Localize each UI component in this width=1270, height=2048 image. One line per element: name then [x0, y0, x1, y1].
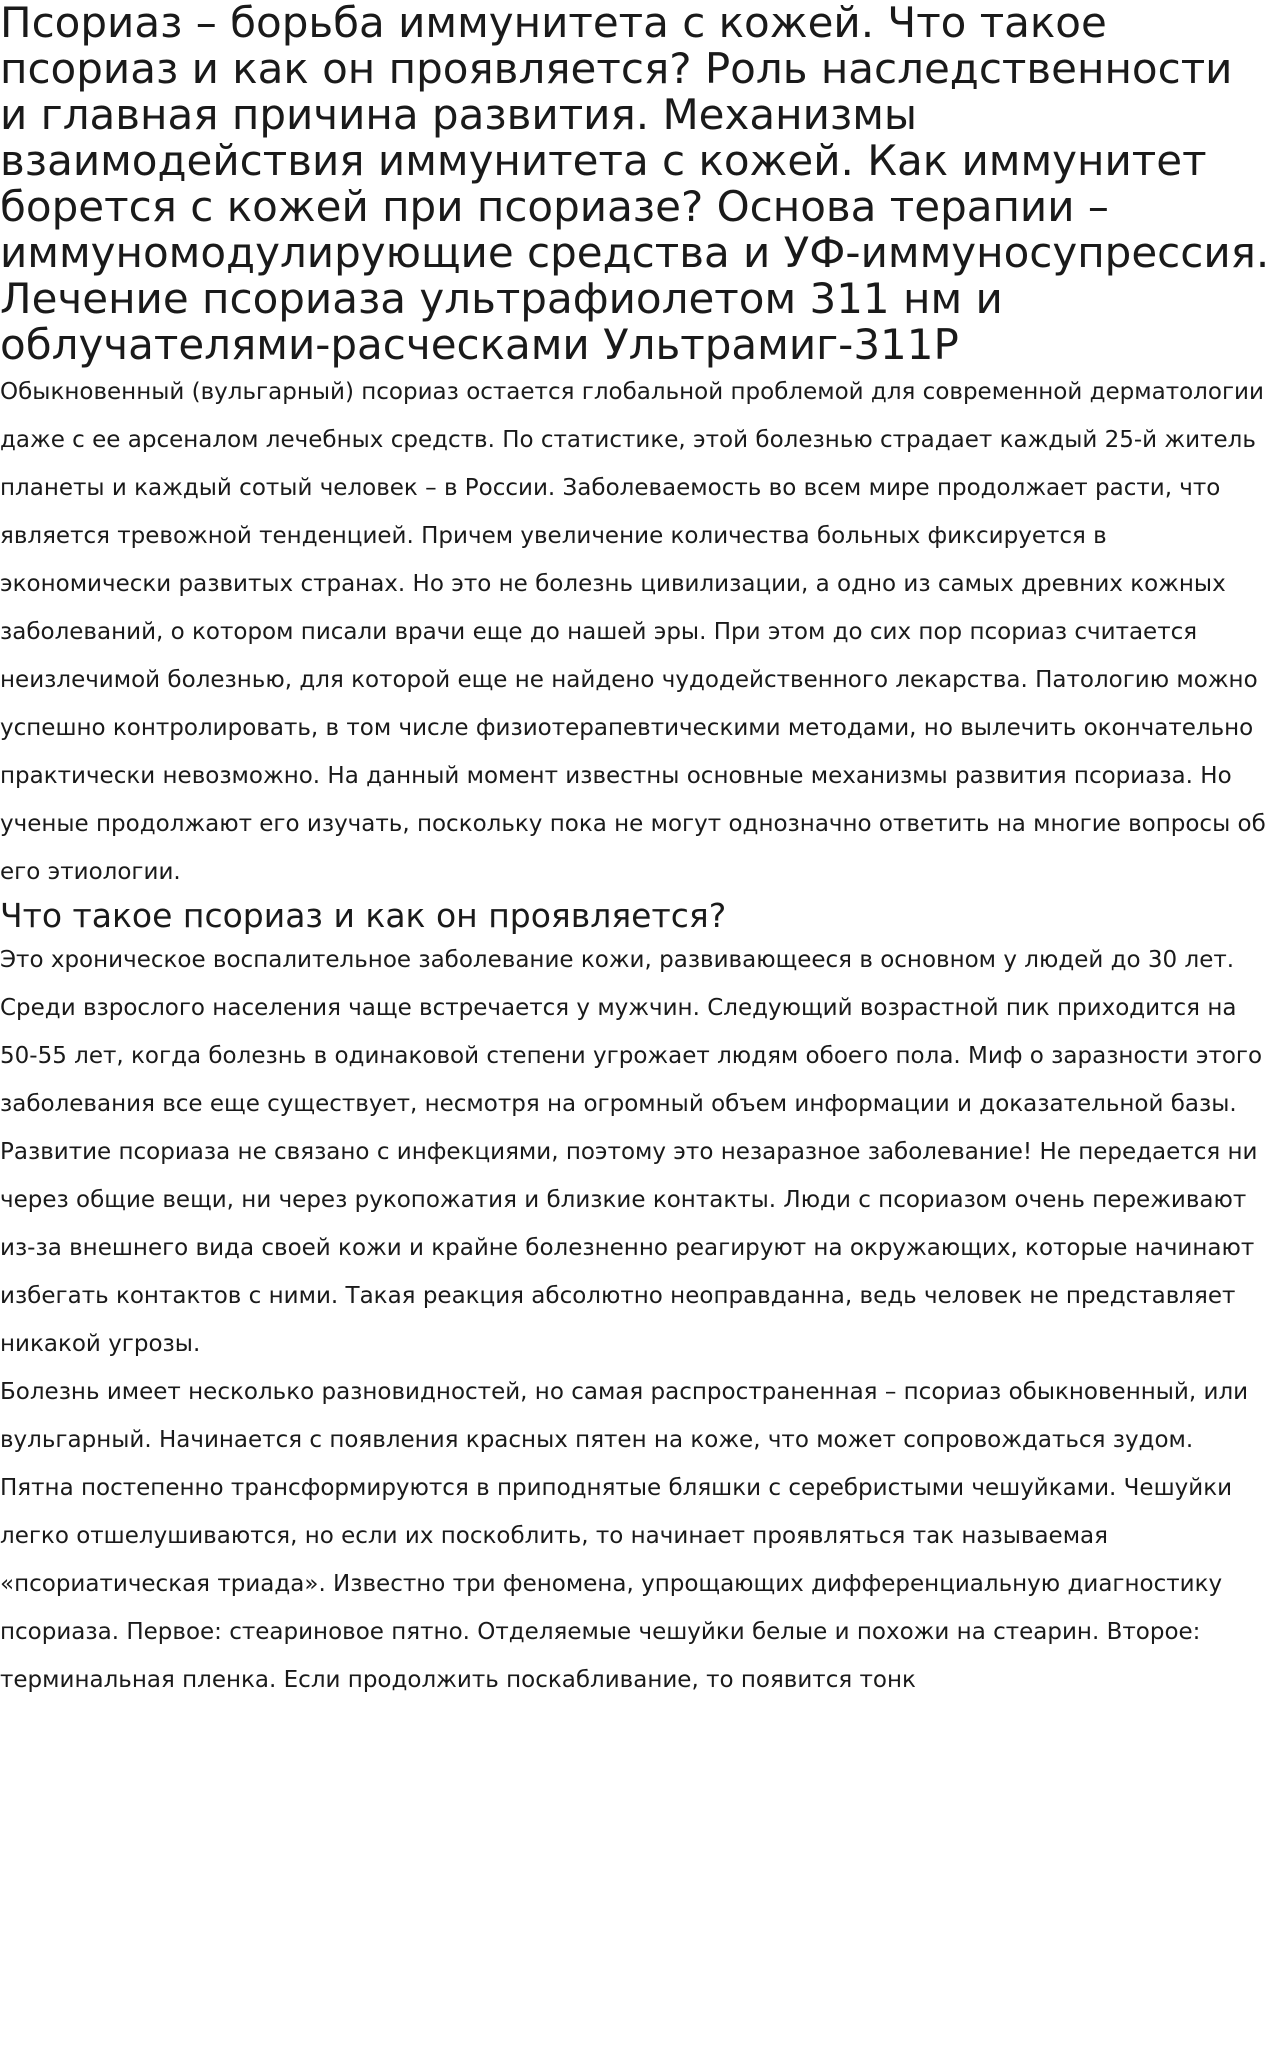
section-heading: Что такое псориаз и как он проявляется?: [0, 896, 727, 935]
section-paragraph-1: Это хроническое воспалительное заболевание кожи, развивающееся в основном у людей до 30 лет. Среди взрослого населения чаще встречается у мужчин. Следующий возрастной пик приходится на 50-55 лет, когда болезнь в одинаковой степени угрожает людям обоего пола. Миф о заразности этого заболевания все еще существует, несмотря на огромный объем информации и доказательной базы. Развитие псориаза не связано с инфекциями, поэтому это незаразное заболевание! Не передается ни через общие вещи, ни через рукопожатия и близкие контакты. Люди с псориазом очень переживают из-за внешнего вида своей кожи и крайне болезненно реагируют на окружающих, которые начинают избегать контактов с ними. Такая реакция абсолютно неоправданна, ведь человек не представляет никакой угрозы.: [0, 947, 1263, 1357]
intro-paragraph: Обыкновенный (вульгарный) псориаз остается глобальной проблемой для современной дерматологии даже с ее арсеналом лечебных средств. По статистике, этой болезнью страдает каждый 25-й житель планеты и каждый сотый человек – в России. Заболеваемость во всем мире продолжает расти, что является тревожной тенденцией. Причем увеличение количества больных фиксируется в экономически развитых странах. Но это не болезнь цивилизации, а одно из самых древних кожных заболеваний, о котором писали врачи еще до нашей эры. При этом до сих пор псориаз считается неизлечимой болезнью, для которой еще не найдено чудодейственного лекарства. Патологию можно успешно контролировать, в том числе физиотерапевтическими методами, но вылечить окончательно практически невозможно. На данный момент известны основные механизмы развития псориаза. Но ученые продолжают его изучать, поскольку пока не могут однозначно ответить на многие вопросы об его этиологии.: [0, 379, 1266, 885]
article-title: Псориаз – борьба иммунитета с кожей. Что такое псориаз и как он проявляется? Роль наследственности и главная причина развития. Механизмы взаимодействия иммунитета с кожей. Как иммунитет борется с кожей при псориазе? Основа терапии – иммуномодулирующие средства и УФ-иммуносупрессия. Лечение псориаза ультрафиолетом 311 нм и облучателями-расческами Ультрамиг-311Р: [0, 0, 1270, 369]
section-paragraph-2: Болезнь имеет несколько разновидностей, но самая распространенная – псориаз обыкновенный, или вульгарный. Начинается с появления красных пятен на коже, что может сопровождаться зудом. Пятна постепенно трансформируются в приподнятые бляшки с серебристыми чешуйками. Чешуйки легко отшелушиваются, но если их поскоблить, то начинает проявляться так называемая «псориатическая триада». Известно три феномена, упрощающих дифференциальную диагностику псориаза. Первое: стеариновое пятно. Отделяемые чешуйки белые и похожи на стеарин. Второе: терминальная пленка. Если продолжить поскабливание, то появится тонк: [0, 1379, 1249, 1693]
